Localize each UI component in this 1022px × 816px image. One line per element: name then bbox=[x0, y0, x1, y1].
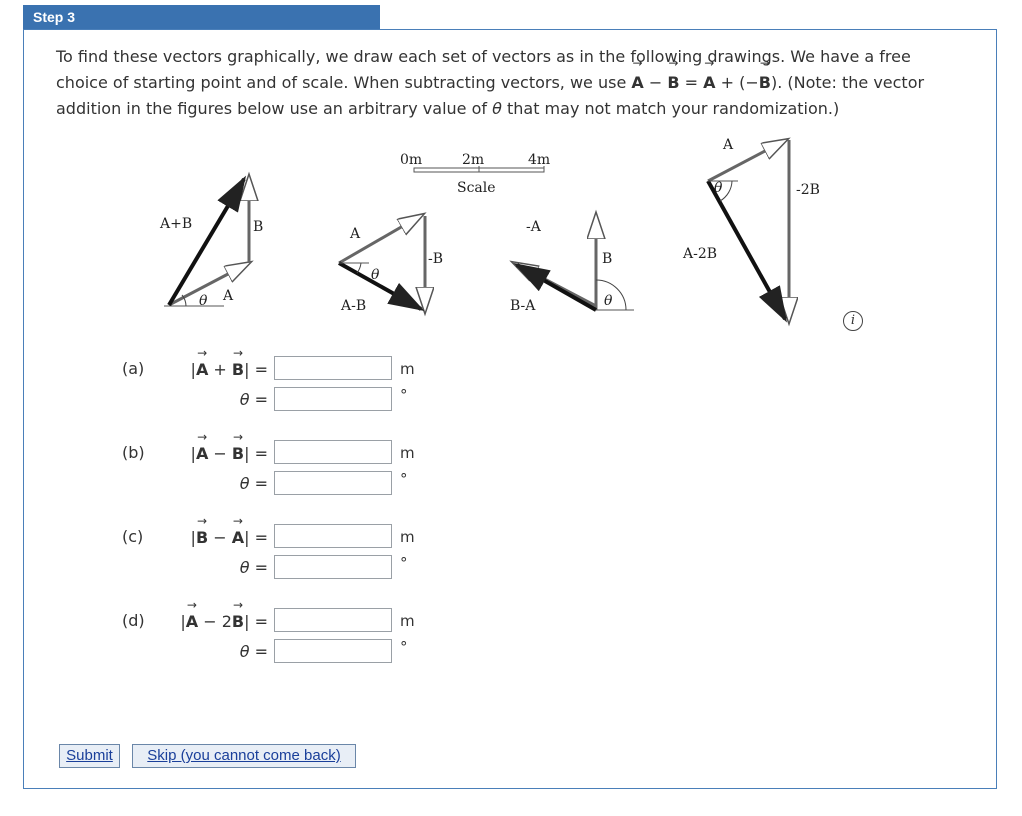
unit-degrees: ° bbox=[400, 470, 408, 488]
scale-tick-2m: 2m bbox=[462, 152, 485, 168]
unit-meters: m bbox=[400, 360, 415, 378]
scale-tick-4m: 4m bbox=[528, 152, 551, 168]
unit-degrees: ° bbox=[400, 554, 408, 572]
label-theta: θ bbox=[604, 293, 613, 309]
question-d-angle-input[interactable] bbox=[274, 639, 392, 663]
unit-meters: m bbox=[400, 444, 415, 462]
instructions-part2: (Note: the vector addition in the figures below use an arbitrary value of bbox=[56, 73, 925, 118]
question-c-angle-input[interactable] bbox=[274, 555, 392, 579]
question-a-angle-input[interactable] bbox=[274, 387, 392, 411]
instructions-part1: To find these vectors graphically, we draw each set of vectors as in the following drawings. We have a free choice of starting point and of scale. When subtracting vectors, we use bbox=[56, 47, 911, 92]
label-neg-a: -A bbox=[526, 219, 541, 235]
figure-b-minus-a bbox=[510, 215, 634, 314]
question-c-angle-label: θ = bbox=[239, 558, 268, 577]
instructions-text bbox=[56, 44, 956, 122]
label-a-minus-2b: A-2B bbox=[683, 246, 718, 262]
question-c-tag: (c) bbox=[122, 527, 144, 546]
label-neg-b: -B bbox=[428, 251, 444, 267]
question-a-magnitude-label: |→ A + → B| = bbox=[191, 360, 268, 379]
equals-sign: = bbox=[679, 73, 704, 92]
label-b: B bbox=[602, 251, 613, 267]
scale-label: Scale bbox=[457, 180, 496, 196]
question-d-magnitude-label: |→ A − 2→ B| = bbox=[180, 612, 268, 631]
label-b: B bbox=[253, 219, 264, 235]
question-b-angle-label: θ = bbox=[239, 474, 268, 493]
label-theta: θ bbox=[714, 180, 723, 196]
figure-a-plus-b bbox=[159, 177, 263, 309]
unit-meters: m bbox=[400, 612, 415, 630]
submit-button[interactable]: Submit bbox=[59, 744, 120, 768]
minus-sign: − bbox=[643, 73, 668, 92]
unit-degrees: ° bbox=[400, 638, 408, 656]
unit-meters: m bbox=[400, 528, 415, 546]
vector-a-symbol: → A bbox=[703, 70, 715, 96]
scale-bar bbox=[400, 152, 550, 196]
question-b-magnitude-input[interactable] bbox=[274, 440, 392, 464]
question-c-magnitude-input[interactable] bbox=[274, 524, 392, 548]
question-a-tag: (a) bbox=[122, 359, 145, 378]
vector-b-symbol: → B bbox=[759, 70, 771, 96]
label-a: A bbox=[350, 226, 361, 242]
vector-b-symbol: → B bbox=[667, 70, 679, 96]
label-a-minus-b: A-B bbox=[341, 298, 367, 314]
question-b-angle-input[interactable] bbox=[274, 471, 392, 495]
vector-diff-arrow bbox=[708, 181, 785, 319]
label-theta: θ bbox=[199, 293, 208, 309]
scale-tick-0m: 0m bbox=[400, 152, 423, 168]
skip-button[interactable]: Skip (you cannot come back) bbox=[132, 744, 356, 768]
question-d-magnitude-input[interactable] bbox=[274, 608, 392, 632]
vector-a-arrow bbox=[708, 140, 786, 181]
step-panel bbox=[23, 29, 997, 789]
label-a: A bbox=[223, 288, 234, 304]
question-a-angle-label: θ = bbox=[239, 390, 268, 409]
question-a-magnitude-input[interactable] bbox=[274, 356, 392, 380]
vector-figures bbox=[24, 135, 996, 335]
question-b-magnitude-label: |→ A − → B| = bbox=[191, 444, 268, 463]
question-d-angle-label: θ = bbox=[239, 642, 268, 661]
label-b-minus-a: B-A bbox=[510, 298, 536, 314]
instructions-part3: that may not match your randomization.) bbox=[501, 99, 840, 118]
step-header: Step 3 bbox=[23, 5, 380, 29]
info-icon[interactable]: i bbox=[843, 311, 863, 331]
label-a-plus-b: A+B bbox=[160, 216, 193, 232]
label-theta: θ bbox=[371, 267, 380, 283]
figure-a-minus-2b bbox=[682, 137, 820, 321]
question-d-tag: (d) bbox=[122, 611, 145, 630]
theta-symbol: θ bbox=[492, 99, 502, 118]
question-b-tag: (b) bbox=[122, 443, 145, 462]
vector-a-symbol: → A bbox=[631, 70, 643, 96]
plus-sign: + (− bbox=[715, 73, 759, 92]
label-neg-2b: -2B bbox=[796, 182, 820, 198]
figure-a-minus-b bbox=[339, 215, 443, 314]
unit-degrees: ° bbox=[400, 386, 408, 404]
close-paren: ). bbox=[770, 73, 783, 92]
label-a: A bbox=[723, 137, 734, 153]
question-c-magnitude-label: |→ B − → A| = bbox=[191, 528, 268, 547]
